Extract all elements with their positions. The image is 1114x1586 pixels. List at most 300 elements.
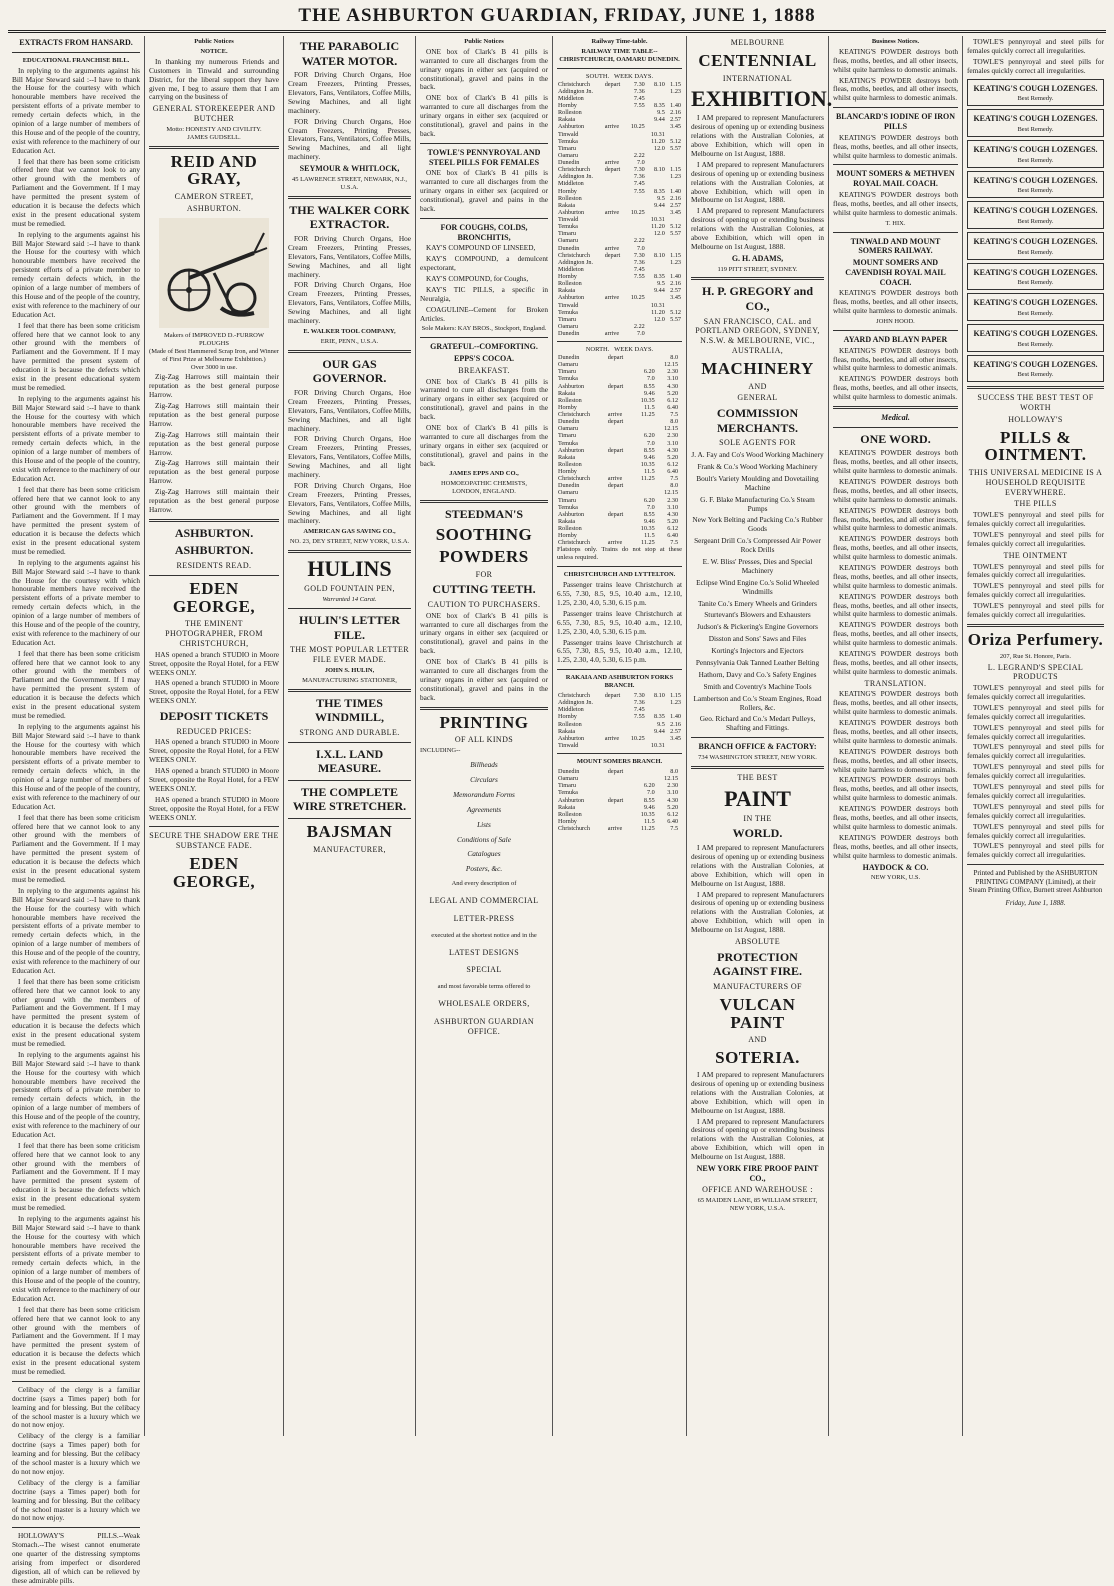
timetable-row	[557, 789, 682, 796]
station-name: Temuka	[558, 223, 578, 231]
station-name: Addington Jn.	[558, 87, 594, 95]
keatings-powder: KEATING'S POWDER destroys both fleas, moths, beetles, and all other insects, whilst quite harmless to domestic animals.	[833, 46, 958, 74]
time-cell	[632, 775, 655, 782]
towle-text-15: TOWLE'S pennyroyal and steel pills for females quickly correct all irregularities.	[967, 821, 1104, 840]
legal-commercial: LEGAL AND COMMERCIAL	[429, 896, 539, 906]
time-cell: 9.46	[643, 803, 655, 811]
station-name: Rakaia	[558, 389, 576, 397]
timetable-row	[557, 316, 682, 323]
time-cell: 10.25	[630, 208, 645, 216]
time-cell: 5.20	[667, 803, 679, 811]
column-3	[284, 36, 416, 1436]
the-ointment-heading: THE OINTMENT	[1003, 550, 1068, 560]
towle-text-5: TOWLE'S pennyroyal and steel pills for females quickly correct all irregularities.	[967, 561, 1104, 580]
time-cell: 12.15	[664, 425, 679, 433]
time-cell: 9.44	[653, 287, 665, 295]
printed-by: Printed and Published by the ASHBURTON PRINTING COMPANY (Limited), at their Steam Printing Office, Burnett street Ashburton	[968, 869, 1103, 895]
column-2	[145, 36, 284, 1436]
timetable-row	[557, 411, 682, 418]
gas-governor-title: OUR GAS GOVERNOR.	[312, 356, 387, 386]
time-cell	[679, 782, 682, 789]
time-cell	[626, 116, 646, 123]
timetable-row	[557, 131, 682, 138]
time-cell: 8.0	[670, 482, 679, 490]
in-the-heading: IN THE	[743, 813, 772, 823]
time-cell: 10.31	[650, 216, 665, 224]
times-windmill: THE TIMES WINDMILL,	[314, 695, 384, 725]
station-name: Rakaia	[558, 803, 576, 811]
time-cell	[604, 95, 626, 102]
time-cell	[607, 404, 633, 411]
station-name: Tinwald	[558, 130, 579, 138]
keatings-lozenges-ad	[967, 171, 1104, 199]
keatings-lozenges-title: KEATING'S COUGH LOZENGES.	[973, 206, 1098, 216]
time-cell	[679, 375, 682, 382]
time-cell	[607, 489, 633, 496]
soteria-heading: SOTERIA.	[715, 1048, 800, 1068]
clarks-pills-text: ONE box of Clark's B 41 pills is warranted to cure all discharges from the urinary organs in either sex (acquired or constitutional), gravel and pains in the back.	[420, 46, 548, 92]
time-cell: 2.22	[633, 151, 645, 159]
clarks-pills-text-3: ONE box of Clark's B 41 pills is warranted to cure all discharges from the urinary organs in either sex (acquired or constitutional), gravel and pains in the back.	[420, 168, 548, 213]
time-cell	[679, 468, 682, 475]
time-cell: 5.20	[667, 389, 679, 397]
time-cell: 7.36	[633, 258, 645, 266]
hood-signature: JOHN HOOD.	[876, 317, 915, 325]
commission-heading: COMMISSION MERCHANTS.	[716, 406, 799, 435]
time-cell: 9.44	[653, 116, 665, 124]
coughs-title: FOR COUGHS, COLDS, BRONCHITIS,	[440, 222, 528, 242]
time-cell	[679, 789, 682, 796]
time-cell: 9.46	[643, 517, 655, 525]
timetable-row	[557, 397, 682, 404]
masthead	[8, 4, 1106, 33]
latest-designs: LATEST DESIGNS	[448, 947, 520, 957]
tinwald-railway: TINWALD AND MOUNT SOMERS RAILWAY.	[850, 236, 941, 256]
time-cell: 3.10	[667, 375, 679, 383]
keatings-lozenges-title: KEATING'S COUGH LOZENGES.	[973, 114, 1098, 124]
time-cell	[646, 237, 666, 244]
time-cell	[679, 539, 682, 546]
zigzag-text: Zig-Zag Harrows still maintain their reputation as the best general purpose Harrow.	[149, 487, 279, 514]
gas-address: NO. 23, DEY STREET, NEW YORK, U.S.A.	[289, 538, 410, 546]
clarks-pills-text-5: ONE box of Clark's B 41 pills is warranted to cure all discharges from the urinary organs in either sex (acquired or constitutional), gravel and pains in the back.	[420, 423, 548, 468]
melbourne-heading: MELBOURNE	[730, 38, 785, 47]
timetable-row	[557, 188, 682, 195]
timetable-row	[557, 302, 682, 309]
time-cell: 10.25	[630, 123, 645, 131]
timetable-row	[557, 699, 682, 706]
station-name: Ashburton	[558, 734, 585, 742]
timetable-row	[557, 195, 682, 202]
timetable-row	[557, 418, 682, 425]
time-cell: 11.5	[644, 817, 655, 825]
protection-heading: PROTECTION AGAINST FIRE.	[712, 949, 803, 979]
rakaia-heading: RAKAIA AND ASHBURTON FORKS BRANCH.	[565, 674, 674, 690]
time-cell	[604, 173, 626, 180]
hansard-paragraph: I feel that there has been some criticism offered here that we cannot look to any other ground with the members of Parliament and the Government. If I may have permitted the present system of education it is because the defects which exist in the present educational system must be remedied.	[12, 1140, 140, 1212]
time-cell: depart	[607, 510, 624, 518]
time-cell: 7.45	[633, 706, 645, 714]
time-cell: 6.40	[667, 468, 679, 476]
column-8	[963, 36, 1108, 1436]
time-cell: arrive	[604, 294, 620, 302]
time-cell	[646, 245, 666, 252]
keatings-powder-11: KEATING'S POWDER destroys both fleas, moths, beetles, and all other insects, whilst quite harmless to domestic animals.	[833, 534, 958, 562]
time-cell	[604, 195, 626, 202]
time-cell: 7.5	[670, 411, 679, 419]
keatings-lozenges-ad	[967, 355, 1104, 383]
time-cell	[666, 742, 682, 749]
kays-item: COAGULINE--Cement for Broken Articles.	[420, 304, 548, 323]
timetable-row	[557, 102, 682, 109]
time-cell: 1.40	[670, 273, 681, 281]
timetable-row	[557, 166, 682, 173]
time-cell	[604, 316, 626, 323]
hansard-paragraph: I feel that there has been some criticism offered here that we cannot look to any other ground with the members of Parliament and the Government. If I may have permitted the present system of education it is because the defects which exist in the present educational system must be remedied.	[12, 648, 140, 720]
timetable-row	[557, 475, 682, 482]
time-cell	[604, 202, 626, 209]
zigzag-text: Zig-Zag Harrows still maintain their reputation as the best general purpose Harrow.	[149, 458, 279, 486]
station-name: Temuka	[558, 439, 578, 447]
time-cell: 2.16	[670, 720, 681, 728]
time-cell	[607, 461, 633, 468]
zigzag-text: Zig-Zag Harrows still maintain their reputation as the best general purpose Harrow.	[149, 372, 279, 400]
agents-list	[691, 451, 824, 733]
time-cell: 6.12	[667, 460, 679, 468]
time-cell: 8.0	[670, 354, 679, 362]
time-cell: 10.31	[650, 130, 665, 138]
timetable-row	[557, 461, 682, 468]
keatings-lozenges-ad	[967, 293, 1104, 321]
time-cell: 6.40	[667, 817, 679, 825]
time-cell	[604, 88, 626, 95]
towle-text-7: TOWLE'S pennyroyal and steel pills for females quickly correct all irregularities.	[967, 601, 1104, 619]
keatings-best-remedy: Best Remedy.	[1017, 95, 1054, 103]
timetable-row	[557, 223, 682, 230]
agent-item: Geo. Richard and Co.'s Medart Pulleys, Shafting and Fittings.	[699, 714, 816, 733]
time-cell: 1.40	[670, 102, 681, 110]
time-cell: 3.45	[670, 123, 681, 131]
timetable-row	[557, 173, 682, 180]
time-cell	[626, 109, 646, 116]
time-cell	[604, 287, 626, 294]
time-cell	[604, 713, 626, 720]
station-name: Ashburton	[558, 510, 585, 518]
week-days-label: WEEK DAYS.	[614, 346, 654, 354]
wholesale-orders: WHOLESALE ORDERS,	[438, 999, 530, 1008]
timetable-row	[557, 468, 682, 475]
time-cell: 6.12	[667, 810, 679, 818]
station-name: Oamaru	[558, 151, 578, 159]
time-cell: 10.31	[650, 301, 665, 309]
station-name: Temuka	[558, 503, 578, 511]
time-cell: 7.36	[633, 699, 645, 707]
time-cell: depart	[607, 354, 624, 362]
time-cell	[604, 116, 626, 123]
time-cell: 9.5	[657, 280, 665, 288]
time-cell	[679, 411, 682, 418]
keatings-powder-2: KEATING'S POWDER destroys both fleas, moths, beetles, and all other insects, whilst quite harmless to domestic animals.	[833, 75, 958, 103]
melbourne-text-5: I AM prepared to represent Manufacturers desirous of opening up or extending business relations with the Australian Colonies, at above Exhibition, which will open in Melbourne on 1st August, 1888.	[691, 889, 824, 935]
time-cell: 2.16	[670, 280, 681, 288]
timetable-row	[557, 440, 682, 447]
timetable-row	[557, 259, 682, 266]
time-cell	[607, 440, 633, 447]
timetable-row	[557, 202, 682, 209]
mount-somers-heading: MOUNT SOMERS BRANCH.	[576, 758, 663, 766]
station-name: Middleton	[558, 265, 584, 273]
keatings-best-remedy: Best Remedy.	[1017, 125, 1054, 133]
time-cell: 9.5	[657, 720, 665, 728]
keatings-lozenges-title: KEATING'S COUGH LOZENGES.	[973, 359, 1098, 369]
time-cell: arrive	[604, 734, 620, 742]
hulins-warranted: Warranted 14 Carat.	[322, 596, 377, 604]
time-cell: depart	[607, 418, 624, 426]
time-cell: 1.15	[670, 166, 681, 174]
time-cell	[604, 131, 626, 138]
time-cell: depart	[604, 251, 621, 259]
timetable-row	[557, 109, 682, 116]
bajsman-title: BAJSMAN	[306, 822, 393, 842]
keatings-powder-16: KEATING'S POWDER destroys both fleas, moths, beetles, and all other insects, whilst quite harmless to domestic animals.	[833, 689, 958, 717]
time-cell: 12.15	[664, 775, 679, 783]
timetable-row	[557, 728, 682, 735]
south-timetable	[557, 81, 682, 167]
station-name: Rolleston	[558, 396, 582, 404]
timetable-row	[557, 811, 682, 818]
agent-item: Sturtevant's Blowers and Exhausters	[704, 610, 811, 620]
melbourne-text-4: I AM prepared to represent Manufacturers desirous of opening up or extending business relations with the Australian Colonies, at above Exhibition, which will open in Melbourne on 1st August, 1888.	[691, 843, 824, 888]
time-cell	[607, 518, 633, 525]
steedman-teeth: CUTTING TEETH.	[432, 582, 536, 597]
zigzag-text: Zig-Zag Harrows still maintain their reputation as the best general purpose Harrow.	[149, 401, 279, 428]
time-cell	[604, 699, 626, 706]
north-timetable	[557, 354, 682, 418]
time-cell	[626, 216, 646, 223]
keatings-lozenges-title: KEATING'S COUGH LOZENGES.	[973, 83, 1098, 93]
kays-item: KAY'S TIC PILLS, a specific in Neuralgia,	[420, 284, 548, 303]
time-cell: 11.25	[641, 475, 655, 483]
keatings-lozenges-ad	[967, 324, 1104, 352]
time-cell: arrive	[604, 330, 620, 338]
time-cell: 9.46	[643, 389, 655, 397]
international-heading: INTERNATIONAL	[722, 73, 793, 83]
station-name: Timaru	[558, 782, 576, 790]
time-cell: 6.40	[667, 532, 679, 540]
station-name: Ashburton	[558, 123, 585, 131]
translation-heading: TRANSLATION.	[864, 678, 927, 688]
time-cell	[679, 518, 682, 525]
clarks-pills-text-7: ONE box of Clark's B 41 pills is warranted to cure all discharges from the urinary organs in either sex (acquired or constitutional), gravel and pains in the back.	[420, 657, 548, 702]
time-cell: 2.30	[667, 496, 679, 504]
time-cell	[632, 361, 655, 368]
keatings-powder-14: KEATING'S POWDER destroys both fleas, moths, beetles, and all other insects, whilst quite harmless to domestic animals.	[833, 620, 958, 648]
time-cell	[646, 294, 666, 301]
time-cell: 9.44	[653, 727, 665, 735]
station-name: Middleton	[558, 180, 584, 188]
time-cell	[626, 302, 646, 309]
time-cell: 3.10	[667, 789, 679, 797]
time-cell	[604, 266, 626, 273]
steedman-for: FOR	[475, 569, 493, 579]
hansard-paragraph: I feel that there has been some criticism offered here that we cannot look to any other ground with the members of Parliament and the Government. If I may have permitted the present system of education it is because the defects which exist in the present educational system must be remedied.	[12, 320, 140, 392]
time-cell	[679, 404, 682, 411]
hansard-paragraph: In replying to the arguments against his Bill Major Steward said :--I have to thank the House for the courtesy with which honourable members have received the persistent efforts of a private member to remedy certain defects which, in the opinion of a large number of members of this House and of the people of the country, exist with reference to the machinery of our Education Act.	[12, 229, 140, 319]
time-cell: 11.20	[651, 137, 665, 145]
over-in-use: Over 3000 in use.	[190, 363, 238, 371]
timetable-row	[557, 209, 682, 216]
hulins-subtitle: GOLD FOUNTAIN PEN,	[304, 584, 395, 594]
time-cell	[646, 735, 666, 742]
station-name: Oamaru	[558, 237, 578, 245]
printing-item: Memorandum Forms	[453, 789, 515, 799]
plough-illustration	[159, 218, 269, 328]
hix-signature: T. HIX.	[885, 219, 906, 227]
time-cell	[626, 223, 646, 230]
time-cell: 2.57	[670, 116, 681, 124]
station-name: Tinwald	[558, 216, 579, 224]
time-cell	[604, 152, 626, 159]
timetable-row	[557, 804, 682, 811]
printing-item: Conditions of Sale	[457, 834, 511, 844]
time-cell	[632, 489, 655, 496]
time-cell: arrive	[607, 411, 623, 419]
timetable-row	[557, 273, 682, 280]
deposit-tickets: DEPOSIT TICKETS	[159, 709, 269, 724]
time-cell	[607, 454, 633, 461]
station-name: Christchurch	[558, 475, 590, 483]
time-cell	[607, 804, 633, 811]
time-cell: arrive	[604, 159, 620, 167]
time-cell: 11.25	[641, 411, 655, 419]
time-cell: 6.20	[643, 368, 655, 376]
time-cell: 2.57	[670, 727, 681, 735]
time-cell: 12.0	[653, 315, 665, 323]
time-cell	[632, 482, 655, 489]
keatings-lozenges-title: KEATING'S COUGH LOZENGES.	[973, 175, 1098, 185]
time-cell: 7.5	[670, 539, 679, 547]
time-cell: 11.25	[641, 825, 655, 833]
time-cell	[604, 223, 626, 230]
station-name: Rakaia	[558, 727, 576, 735]
oriza-address: 207, Rue St. Honore, Paris.	[999, 652, 1072, 660]
time-cell: 9.46	[643, 453, 655, 461]
time-cell	[666, 95, 682, 102]
time-cell	[666, 323, 682, 330]
station-name: Ashburton	[558, 294, 585, 302]
adams-name: G. H. ADAMS,	[731, 253, 784, 263]
time-cell	[646, 152, 666, 159]
time-cell	[604, 216, 626, 223]
time-cell	[626, 280, 646, 287]
parabolic-text-6: FOR Driving Church Organs, Hoe Cream Freezers, Printing Presses, Elevators, Fans, Ventilators, Coffee Mills, Sewing Machines, and all light machinery.	[288, 434, 411, 480]
week-days-label: WEEK DAYS.	[613, 72, 654, 80]
agent-item: Pennsylvania Oak Tanned Leather Belting	[695, 657, 820, 667]
time-cell: 5.12	[670, 137, 681, 145]
ctc-text: Passenger trains leave Christchurch at 6.55, 7.30, 8.5, 9.5, 10.40 a.m., 12.10, 1.25, 2.30, 4.0, 5.30, 6.15 p.m.	[557, 580, 682, 608]
time-cell: 8.10	[653, 166, 665, 174]
time-cell	[646, 95, 666, 102]
timetable-row	[557, 88, 682, 95]
time-cell: 7.5	[670, 825, 679, 833]
time-cell	[604, 237, 626, 244]
timetable-row	[557, 735, 682, 742]
time-cell	[626, 145, 646, 152]
timetable-row	[557, 775, 682, 782]
timetable-row	[557, 237, 682, 244]
time-cell: 11.5	[644, 468, 655, 476]
time-cell: 5.57	[670, 230, 681, 238]
station-name: Rolleston	[558, 720, 582, 728]
time-cell: 11.25	[641, 539, 655, 547]
time-cell: 1.23	[670, 699, 681, 707]
time-cell	[666, 237, 682, 244]
gudsell-business: GENERAL STOREKEEPER AND BUTCHER	[152, 104, 276, 124]
time-cell: 1.23	[670, 258, 681, 266]
time-cell	[604, 728, 626, 735]
timetable-row	[557, 152, 682, 159]
exhibition-heading: EXHIBITION.	[691, 86, 833, 112]
column-4	[416, 36, 553, 1436]
time-cell	[632, 768, 655, 775]
timetable-row	[557, 482, 682, 489]
station-name: Hornby	[558, 403, 577, 411]
station-name: Christchurch	[558, 825, 590, 833]
reduced-prices: REDUCED PRICES:	[176, 726, 252, 736]
time-cell	[679, 440, 682, 447]
south-heading	[557, 73, 682, 81]
timetable-row	[557, 138, 682, 145]
time-cell: 7.0	[646, 789, 655, 797]
timetable-row	[557, 266, 682, 273]
gudsell-signature: JAMES GUDSELL.	[187, 133, 241, 141]
special: SPECIAL	[466, 965, 502, 975]
hansard-paragraph: In replying to the arguments against his Bill Major Steward said :--I have to thank the House for the courtesy with which honourable members have received the persistent efforts of a private member to remedy certain defects which, in the opinion of a large number of members of this House and of the people of the country, exist with reference to the machinery of our Education Act.	[12, 1049, 140, 1139]
time-cell: depart	[607, 768, 624, 776]
time-cell	[626, 195, 646, 202]
time-cell: depart	[604, 80, 621, 88]
time-cell	[604, 109, 626, 116]
time-cell: 7.45	[633, 180, 645, 188]
time-cell: 7.5	[670, 475, 679, 483]
towle-text-10: TOWLE'S pennyroyal and steel pills for females quickly correct all irregularities.	[967, 722, 1104, 741]
time-cell	[607, 497, 633, 504]
printing-item: Circulars	[470, 775, 498, 784]
gudsell-notice: In thanking my numerous Friends and Customers in Tinwald and surrounding District, for the liberal support they have given me, I beg to assure them that I am carrying on the business of	[149, 56, 279, 102]
eden-george-text-5: HAS opened a branch STUDIO in Moore Street, opposite the Royal Hotel, for a FEW WEEKS ONLY.	[149, 794, 279, 822]
parabolic-text-2: FOR Driving Church Organs, Hoe Cream Freezers, Printing Presses, Elevators, Fans, Ventilators, Coffee Mills, Sewing Machines, and all light machinery.	[288, 116, 411, 162]
time-cell	[646, 173, 666, 180]
station-name: Ashburton	[558, 208, 585, 216]
time-cell: 9.44	[653, 201, 665, 209]
time-cell	[679, 525, 682, 532]
towle-text-12: TOWLE'S pennyroyal and steel pills for females quickly correct all irregularities.	[967, 762, 1104, 781]
time-cell	[666, 266, 682, 273]
time-cell: 2.22	[633, 237, 645, 245]
time-cell: 8.10	[653, 80, 665, 88]
keatings-powder-19: KEATING'S POWDER destroys both fleas, moths, beetles, and all other insects, whilst quite harmless to domestic animals.	[833, 775, 958, 803]
time-cell: 6.12	[667, 396, 679, 404]
world-heading: WORLD.	[732, 826, 783, 841]
kays-item: KAY'S COMPOUND, for Coughs,	[426, 273, 529, 283]
station-name: Oamaru	[558, 775, 578, 783]
station-name: Hornby	[558, 273, 577, 281]
parabolic-title: THE PARABOLIC WATER MOTOR.	[299, 39, 400, 68]
success-heading: SUCCESS THE BEST TEST OF WORTH	[977, 393, 1094, 413]
time-cell: 10.35	[640, 525, 655, 533]
clarks-pills-text-2: ONE box of Clark's B 41 pills is warranted to cure all discharges from the urinary organs in either sex (acquired or constitutional), gravel and pains in the back.	[420, 93, 548, 138]
time-cell	[626, 728, 646, 735]
